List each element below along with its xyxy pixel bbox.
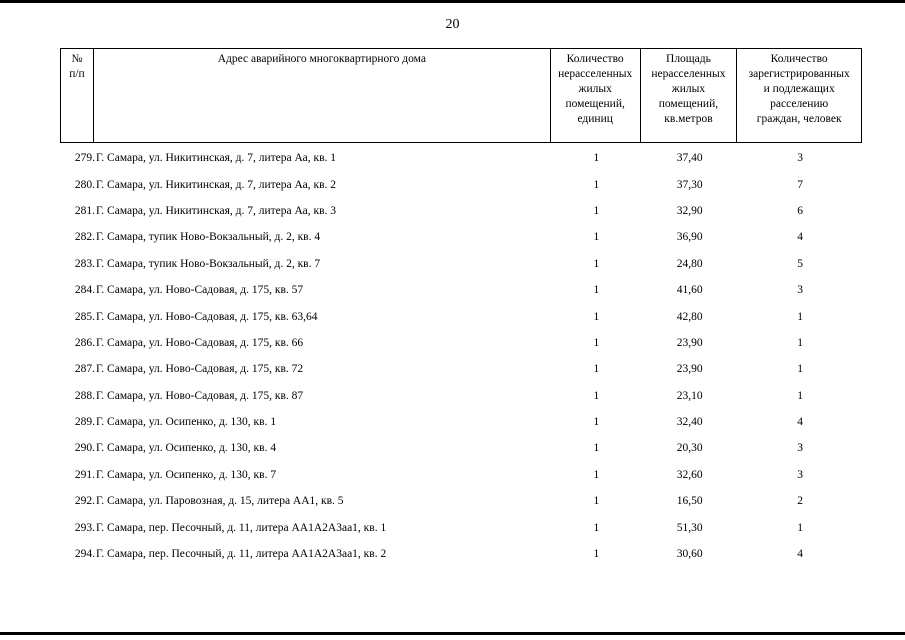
bottom-border-line xyxy=(0,632,905,635)
row-number: 289. xyxy=(74,416,95,429)
row-address: Г. Самара, ул. Ново-Садовая, д. 175, кв. 63,64 xyxy=(95,310,318,323)
table-row xyxy=(60,435,862,461)
row-number: 287. xyxy=(74,363,95,376)
row-unit-count: 1 xyxy=(593,363,600,376)
table-row xyxy=(60,251,862,277)
row-number: 282. xyxy=(74,231,95,244)
row-residents: 7 xyxy=(797,178,803,191)
row-residents: 1 xyxy=(797,363,803,376)
row-address: Г. Самара, ул. Ново-Садовая, д. 175, кв. 66 xyxy=(95,336,304,349)
header-address: Адрес аварийного многоквартирного дома xyxy=(94,49,551,142)
row-unit-count: 1 xyxy=(593,548,600,561)
row-unit-count: 1 xyxy=(593,257,600,270)
row-number: 290. xyxy=(74,442,95,455)
row-unit-count: 1 xyxy=(593,152,600,165)
row-number: 286. xyxy=(74,336,95,349)
row-area: 41,60 xyxy=(676,284,703,297)
row-address: Г. Самара, тупик Ново-Вокзальный, д. 2, кв. 4 xyxy=(95,231,321,244)
row-unit-count: 1 xyxy=(593,178,600,191)
table-row xyxy=(60,383,862,409)
row-address: Г. Самара, тупик Ново-Вокзальный, д. 2, кв. 7 xyxy=(95,257,321,270)
row-area: 36,90 xyxy=(676,231,703,244)
table-row xyxy=(60,303,862,329)
row-number: 288. xyxy=(74,389,95,402)
row-residents: 3 xyxy=(797,468,803,481)
row-address: Г. Самара, пер. Песочный, д. 11, литера АА1А2А3аа1, кв. 1 xyxy=(95,521,387,534)
row-address: Г. Самара, ул. Осипенко, д. 130, кв. 7 xyxy=(95,468,277,481)
header-unit-count: Количество нерасселенных жилых помещений, единиц xyxy=(551,49,641,142)
row-address: Г. Самара, ул. Ново-Садовая, д. 175, кв. 57 xyxy=(95,284,304,297)
top-border-line xyxy=(0,0,905,3)
row-unit-count: 1 xyxy=(593,231,600,244)
header-number: № п/п xyxy=(61,49,94,142)
row-area: 23,10 xyxy=(676,389,703,402)
row-residents: 4 xyxy=(797,231,803,244)
row-area: 37,40 xyxy=(676,152,703,165)
row-address: Г. Самара, ул. Ново-Садовая, д. 175, кв. 72 xyxy=(95,363,304,376)
row-unit-count: 1 xyxy=(593,495,600,508)
table-row xyxy=(60,277,862,303)
row-area: 23,90 xyxy=(676,363,703,376)
row-area: 42,80 xyxy=(676,310,703,323)
table-row xyxy=(60,198,862,224)
row-address: Г. Самара, пер. Песочный, д. 11, литера АА1А2А3аа1, кв. 2 xyxy=(95,548,387,561)
row-unit-count: 1 xyxy=(593,310,600,323)
table-row xyxy=(60,171,862,197)
row-residents: 3 xyxy=(797,152,803,165)
header-residents: Количество зарегистрированных и подлежащих расселению граждан, человек xyxy=(748,53,850,125)
row-number: 294. xyxy=(74,548,95,561)
table-row xyxy=(60,488,862,514)
row-unit-count: 1 xyxy=(593,416,600,429)
row-unit-count: 1 xyxy=(593,442,600,455)
table-row xyxy=(60,462,862,488)
table-row xyxy=(60,356,862,382)
row-area: 32,90 xyxy=(676,204,703,217)
row-residents: 4 xyxy=(797,548,803,561)
row-area: 32,60 xyxy=(676,468,703,481)
row-residents: 6 xyxy=(797,204,803,217)
row-number: 281. xyxy=(74,204,95,217)
row-area: 16,50 xyxy=(676,495,703,508)
table-row xyxy=(60,541,862,567)
row-number: 284. xyxy=(74,284,95,297)
row-residents: 1 xyxy=(797,389,803,402)
row-unit-count: 1 xyxy=(593,389,600,402)
row-address: Г. Самара, ул. Никитинская, д. 7, литера Аа, кв. 1 xyxy=(95,152,337,165)
row-area: 20,30 xyxy=(676,442,703,455)
row-residents: 1 xyxy=(797,521,803,534)
row-number: 280. xyxy=(74,178,95,191)
page-number: 20 xyxy=(445,17,460,32)
header-area: Площадь нерасселенных жилых помещений, кв.метров xyxy=(641,49,738,142)
row-number: 292. xyxy=(74,495,95,508)
row-area: 30,60 xyxy=(676,548,703,561)
row-unit-count: 1 xyxy=(593,336,600,349)
row-residents: 4 xyxy=(797,416,803,429)
table-row xyxy=(60,409,862,435)
row-residents: 1 xyxy=(797,310,803,323)
row-unit-count: 1 xyxy=(593,468,600,481)
row-residents: 5 xyxy=(797,257,803,270)
table-row xyxy=(60,224,862,250)
row-number: 279. xyxy=(74,152,95,165)
row-area: 24,80 xyxy=(676,257,703,270)
row-area: 37,30 xyxy=(676,178,703,191)
row-address: Г. Самара, ул. Осипенко, д. 130, кв. 1 xyxy=(95,416,277,429)
row-residents: 3 xyxy=(797,284,803,297)
row-number: 283. xyxy=(74,257,95,270)
row-area: 32,40 xyxy=(676,416,703,429)
row-residents: 1 xyxy=(797,336,803,349)
row-number: 291. xyxy=(74,468,95,481)
table-header xyxy=(60,48,862,143)
table-row xyxy=(60,330,862,356)
row-number: 293. xyxy=(74,521,95,534)
row-unit-count: 1 xyxy=(593,284,600,297)
row-area: 51,30 xyxy=(676,521,703,534)
table-body xyxy=(60,145,862,567)
row-address: Г. Самара, ул. Никитинская, д. 7, литера Аа, кв. 2 xyxy=(95,178,337,191)
table-row xyxy=(60,145,862,171)
row-area: 23,90 xyxy=(676,336,703,349)
row-residents: 2 xyxy=(797,495,803,508)
row-unit-count: 1 xyxy=(593,521,600,534)
row-residents: 3 xyxy=(797,442,803,455)
table-row xyxy=(60,514,862,540)
row-unit-count: 1 xyxy=(593,204,600,217)
row-address: Г. Самара, ул. Ново-Садовая, д. 175, кв. 87 xyxy=(95,389,304,402)
row-address: Г. Самара, ул. Осипенко, д. 130, кв. 4 xyxy=(95,442,277,455)
row-address: Г. Самара, ул. Никитинская, д. 7, литера Аа, кв. 3 xyxy=(95,204,337,217)
row-number: 285. xyxy=(74,310,95,323)
row-address: Г. Самара, ул. Паровозная, д. 15, литера АА1, кв. 5 xyxy=(95,495,344,508)
